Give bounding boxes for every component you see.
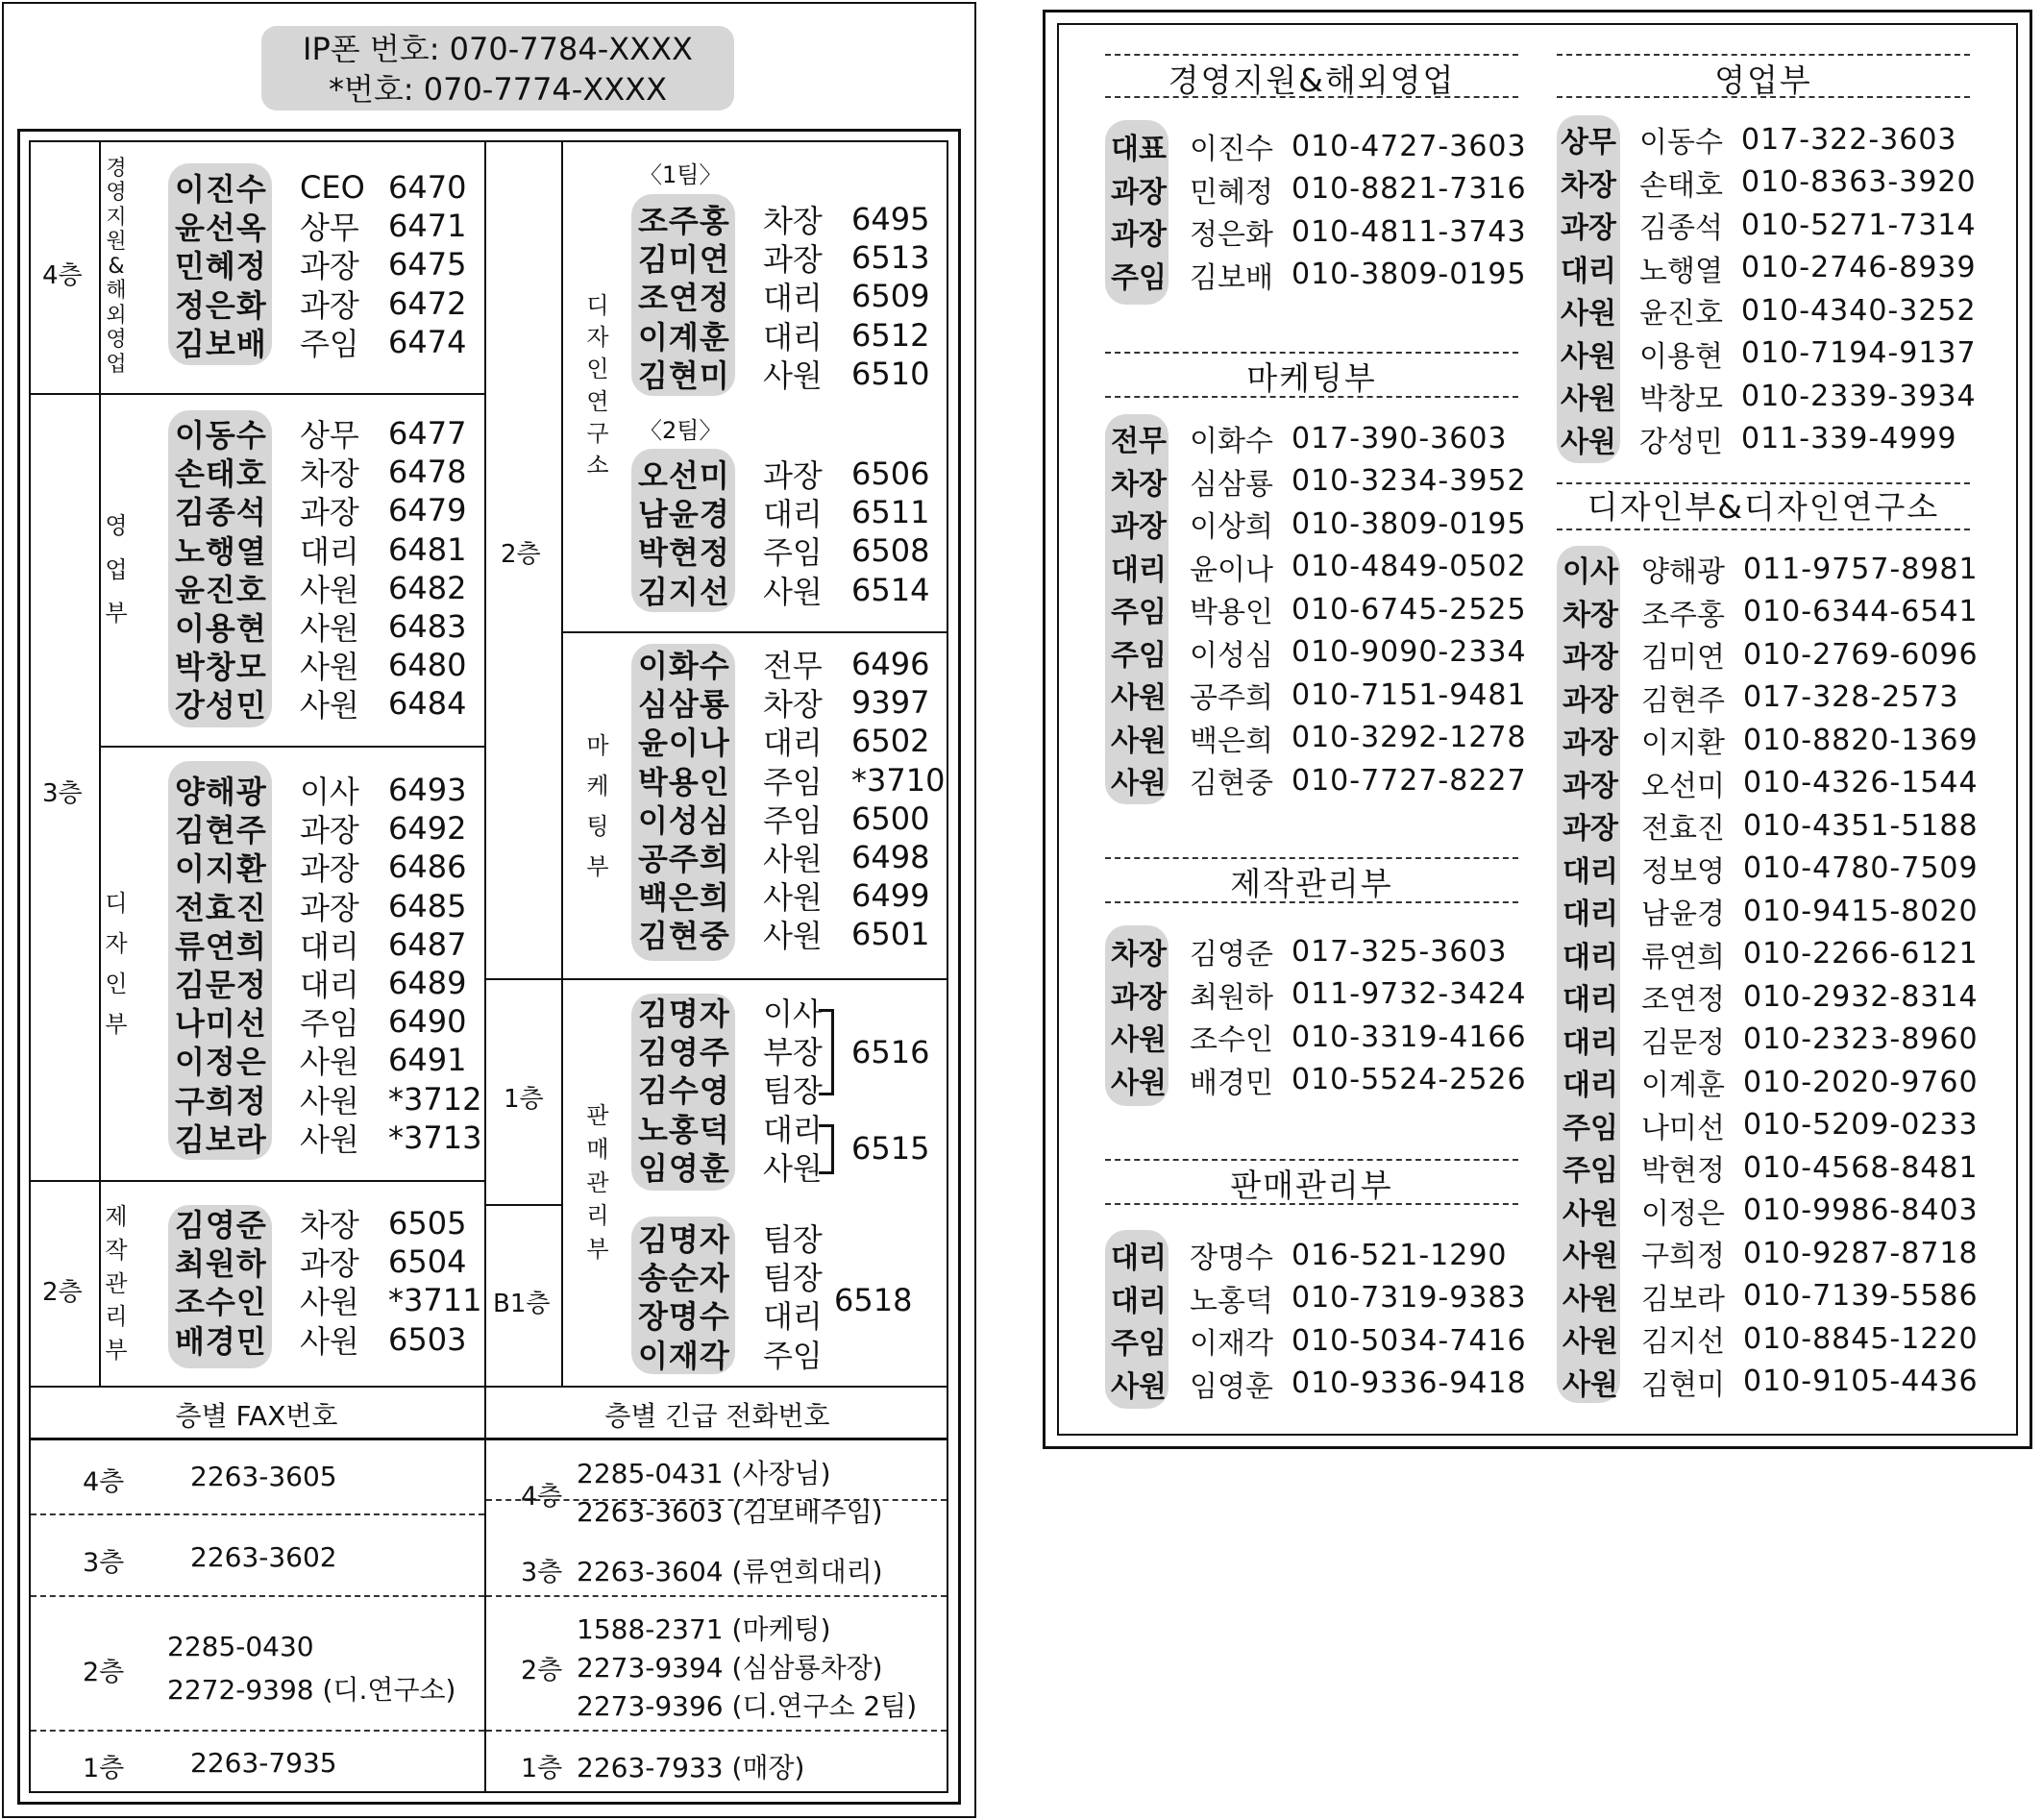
- dir-row: 과장 김종석 010-5271-7314: [1561, 208, 1977, 246]
- dir-title-design: 디자인부&디자인연구소: [1587, 488, 1940, 526]
- dir-row: 대리 류연희 010-2266-6121: [1562, 937, 1979, 974]
- dir-row: 과장 정은화 010-4811-3743: [1111, 214, 1527, 253]
- dir-row: 사원 김현미 010-9105-4436: [1562, 1365, 1979, 1402]
- dir-row: 사원 백은희 010-3292-1278: [1111, 721, 1527, 758]
- emergency-number: 2263-7933 (매장): [577, 1752, 805, 1783]
- ip-info-box: [261, 26, 734, 111]
- dir-row: 과장 전효진 010-4351-5188: [1562, 808, 1979, 847]
- ext-list-sales: [175, 414, 466, 724]
- dir-row: 대리 노홍덕 010-7319-9383: [1111, 1281, 1527, 1318]
- dir-row: 주임 김보배 010-3809-0195: [1111, 258, 1527, 295]
- ext-row: 손태호 차장 6478: [175, 454, 467, 493]
- ext-list-mkt: [638, 645, 945, 954]
- ext-row: 김종석 과장 6479: [175, 492, 467, 531]
- dir-row: 주임 이성심 010-9090-2334: [1111, 635, 1527, 673]
- dir-row: 차장 손태호 010-8363-3920: [1561, 165, 1977, 203]
- ext-row: 윤선옥 상무 6471: [175, 208, 467, 247]
- dir-row: 차장 김영준 017-325-3603: [1111, 934, 1508, 972]
- ext-row: 이화수 전무 6496: [638, 646, 930, 685]
- ext-list-retail-1f: [638, 993, 846, 1186]
- ext-list-lab1: [638, 200, 929, 393]
- ext-row: 김보라 사원 *3713: [175, 1119, 482, 1158]
- dir-row: 사원 이정은 010-9986-8403: [1562, 1193, 1979, 1231]
- ext-row: 김수영 팀장: [638, 1072, 823, 1110]
- dept-retail-label: 판 매 관 리 부: [586, 1102, 609, 1264]
- ext-row: 김보배 주임 6474: [175, 323, 467, 362]
- ext-row: 강성민 사원 6484: [175, 685, 467, 725]
- ext-row: 양해광 이사 6493: [175, 772, 467, 811]
- ext-row: 박용인 주임 *3710: [638, 761, 946, 800]
- ext-row: 이용현 사원 6483: [175, 608, 467, 648]
- ext-row: 최원하 과장 6504: [175, 1243, 467, 1283]
- emergency-floor: 2층: [521, 1656, 563, 1685]
- emergency-number: 2263-3604 (류연희대리): [577, 1556, 883, 1587]
- ext-list-lab2: [638, 455, 929, 609]
- dir-row: 과장 이상희 010-3809-0195: [1111, 506, 1527, 545]
- ext-list-mgmt: [175, 168, 466, 361]
- fax-floor: 2층: [83, 1658, 125, 1687]
- emergency-number: 1588-2371 (마케팅): [577, 1613, 831, 1645]
- dir-list-mkt: [1111, 417, 1527, 802]
- emergency-floor: 1층: [521, 1754, 563, 1783]
- ext-row: 박현정 주임 6508: [638, 532, 930, 572]
- ext-row: 이계훈 대리 6512: [638, 316, 930, 356]
- ext-row: 조연정 대리 6509: [638, 278, 930, 317]
- ext-row: 류연희 대리 6487: [175, 925, 467, 965]
- ext-row: 이동수 상무 6477: [175, 415, 467, 455]
- fax-floor: 3층: [83, 1548, 125, 1578]
- ext-row: 김영준 차장 6505: [175, 1205, 467, 1244]
- dept-design-label: 디 자 인 부: [105, 890, 128, 1038]
- dir-row: 대리 노행열 010-2746-8939: [1561, 251, 1977, 288]
- floor-1-label: 1층: [504, 1085, 544, 1114]
- team2-label: 〈2팀〉: [639, 417, 723, 444]
- ext-list-retail-b1: [638, 1218, 846, 1373]
- ext-row: 윤이나 대리 6502: [638, 723, 930, 762]
- ext-6516: 6516: [851, 1034, 930, 1070]
- dir-title-mgmt: 경영지원&해외영업: [1168, 61, 1456, 99]
- fax-number: 2263-3602: [190, 1541, 337, 1573]
- dir-row: 사원 임영훈 010-9336-9418: [1111, 1366, 1527, 1404]
- dir-row: 차장 심삼룡 010-3234-3952: [1111, 464, 1527, 502]
- ext-row: 이재각 주임: [638, 1337, 823, 1374]
- emergency-number: 2285-0431 (사장님): [577, 1458, 831, 1489]
- dept-lab-label: 디 자 인 연 구 소: [586, 292, 609, 479]
- ext-row: 심삼룡 차장 9397: [638, 684, 930, 724]
- dir-list-design: [1562, 548, 1979, 1403]
- dir-row: 사원 공주희 010-7151-9481: [1111, 677, 1527, 716]
- dir-title-sales: 영업부: [1714, 61, 1812, 99]
- floor-2-label: 2층: [42, 1278, 83, 1307]
- dir-row: 과장 최원하 011-9732-3424: [1111, 977, 1527, 1015]
- dir-list-mgmt: [1111, 125, 1527, 296]
- dept-sales-label: 영 업 부: [105, 512, 128, 627]
- dir-row: 이사 양해광 011-9757-8981: [1562, 552, 1979, 590]
- bracket-6516: [819, 1009, 834, 1095]
- dir-list-sales: [1561, 118, 1977, 460]
- dir-row: 대표 이진수 010-4727-3603: [1111, 129, 1527, 167]
- dir-row: 과장 이지환 010-8820-1369: [1562, 723, 1979, 761]
- dir-row: 차장 조주홍 010-6344-6541: [1562, 595, 1979, 632]
- ext-row: 백은희 사원 6499: [638, 877, 930, 917]
- dir-row: 과장 김현주 017-328-2573: [1562, 680, 1959, 718]
- ext-row: 김현주 과장 6492: [175, 810, 467, 849]
- floor-2-right-label: 2층: [501, 540, 541, 569]
- dir-row: 대리 남윤경 010-9415-8020: [1562, 894, 1979, 932]
- dir-row: 사원 박창모 010-2339-3934: [1561, 379, 1977, 417]
- dir-row: 대리 이계훈 010-2020-9760: [1562, 1065, 1979, 1103]
- dir-row: 주임 박용인 010-6745-2525: [1111, 592, 1527, 630]
- dir-row: 대리 김문정 010-2323-8960: [1562, 1022, 1979, 1060]
- fax-floor: 4층: [83, 1467, 125, 1497]
- ext-row: 정은화 과장 6472: [175, 284, 467, 324]
- ext-6515: 6515: [851, 1130, 930, 1167]
- ext-row: 이정은 사원 6491: [175, 1042, 467, 1081]
- ext-row: 김현미 사원 6510: [638, 355, 930, 394]
- ext-row: 박창모 사원 6480: [175, 647, 467, 686]
- ext-row: 김미연 과장 6513: [638, 239, 930, 279]
- fax-number: 2272-9398 (디.연구소): [167, 1674, 456, 1706]
- ext-row: 이성심 주임 6500: [638, 799, 930, 839]
- ext-row: 전효진 과장 6485: [175, 887, 467, 926]
- dir-row: 사원 구희정 010-9287-8718: [1562, 1236, 1979, 1274]
- dir-row: 과장 민혜정 010-8821-7316: [1111, 172, 1527, 209]
- floor-4-label: 4층: [42, 261, 83, 290]
- ext-row: 구희정 사원 *3712: [175, 1080, 482, 1119]
- emergency-number: 2273-9396 (디.연구소 2팀): [577, 1690, 918, 1722]
- ext-row: 김영주 부장: [638, 1034, 823, 1071]
- dir-row: 사원 김보라 010-7139-5586: [1562, 1279, 1979, 1316]
- dir-row: 대리 정보영 010-4780-7509: [1562, 851, 1979, 889]
- ext-row: 배경민 사원 6503: [175, 1320, 467, 1360]
- dept-prod-label: 제 작 관 리 부: [105, 1203, 128, 1365]
- floor-3-label: 3층: [42, 779, 83, 808]
- dir-title-prod: 제작관리부: [1230, 865, 1393, 902]
- ext-row: 조주홍 차장 6495: [638, 201, 930, 240]
- emergency-floor: 3층: [521, 1558, 563, 1587]
- ext-list-design: [175, 771, 481, 1157]
- ext-row: 윤진호 사원 6482: [175, 569, 467, 608]
- dir-row: 과장 김미연 010-2769-6096: [1562, 637, 1979, 676]
- ext-row: 노행열 대리 6481: [175, 530, 467, 570]
- dir-row: 사원 윤진호 010-4340-3252: [1561, 293, 1977, 332]
- ext-row: 공주희 사원 6498: [638, 839, 930, 878]
- ext-row: 김명자 이사: [638, 996, 823, 1033]
- ext-row: 임영훈 사원: [638, 1149, 823, 1187]
- ext-row: 김지선 사원 6514: [638, 571, 930, 610]
- dir-row: 과장 오선미 010-4326-1544: [1562, 766, 1979, 803]
- dept-mkt-label: 마 케 팅 부: [586, 731, 609, 880]
- ext-6518: 6518: [834, 1282, 913, 1318]
- dir-title-mkt: 마케팅부: [1246, 359, 1377, 397]
- dir-row: 전무 이화수 017-390-3603: [1111, 421, 1508, 459]
- dir-row: 주임 나미선 010-5209-0233: [1562, 1108, 1979, 1145]
- ext-row: 김명자 팀장: [638, 1221, 823, 1259]
- ext-row: 이진수 CEO 6470: [175, 169, 467, 209]
- dir-row: 대리 조연정 010-2932-8314: [1562, 979, 1979, 1018]
- fax-number: 2263-3605: [190, 1461, 337, 1492]
- ext-row: 조수인 사원 *3711: [175, 1282, 482, 1321]
- dir-row: 대리 윤이나 010-4849-0502: [1111, 550, 1527, 587]
- emergency-floor: 4층: [521, 1482, 563, 1512]
- dir-row: 사원 강성민 011-339-4999: [1561, 422, 1957, 459]
- ext-row: 김문정 대리 6489: [175, 965, 467, 1004]
- dir-row: 사원 조수인 010-3319-4166: [1111, 1020, 1527, 1058]
- dir-row: 사원 배경민 010-5524-2526: [1111, 1063, 1527, 1100]
- floor-b1-label: B1층: [493, 1290, 551, 1318]
- fax-title: 층별 FAX번호: [175, 1400, 338, 1432]
- dir-row: 상무 이동수 017-322-3603: [1561, 122, 1957, 160]
- ip-line2: *번호: 070-7774-XXXX: [328, 71, 668, 108]
- dir-row: 주임 박현정 010-4568-8481: [1562, 1150, 1979, 1189]
- dir-row: 주임 이재각 010-5034-7416: [1111, 1323, 1527, 1362]
- dept-mgmt-label: 경 영 지 원 & 해 외 영 업: [106, 156, 127, 377]
- dir-row: 사원 김현중 010-7727-8227: [1111, 763, 1527, 801]
- dir-list-retail: [1111, 1234, 1527, 1405]
- ext-row: 오선미 과장 6506: [638, 455, 930, 495]
- dir-list-prod: [1111, 930, 1527, 1101]
- dir-row: 사원 이용현 010-7194-9137: [1561, 336, 1977, 374]
- fax-floor: 1층: [83, 1754, 125, 1783]
- team1-label: 〈1팀〉: [639, 161, 723, 188]
- ext-row: 김현중 사원 6501: [638, 916, 930, 955]
- fax-number: 2263-7935: [190, 1747, 337, 1779]
- fax-number: 2285-0430: [167, 1631, 314, 1662]
- dir-row: 대리 장명수 016-521-1290: [1111, 1238, 1508, 1276]
- bracket-6515: [819, 1124, 834, 1174]
- ext-row: 민혜정 과장 6475: [175, 246, 467, 285]
- dir-title-retail: 판매관리부: [1230, 1167, 1393, 1204]
- dir-row: 사원 김지선 010-8845-1220: [1562, 1321, 1979, 1360]
- ext-row: 이지환 과장 6486: [175, 849, 467, 888]
- emergency-title: 층별 긴급 전화번호: [604, 1400, 830, 1432]
- ext-row: 장명수 대리: [638, 1298, 823, 1336]
- emergency-number: 2263-3603 (김보배주임): [577, 1496, 883, 1528]
- ext-row: 나미선 주임 6490: [175, 1003, 467, 1043]
- ip-line1: IP폰 번호: 070-7784-XXXX: [303, 31, 693, 67]
- ext-list-prod: [175, 1204, 481, 1359]
- ext-row: 남윤경 대리 6511: [638, 494, 930, 533]
- emergency-number: 2273-9394 (심삼룡차장): [577, 1652, 883, 1684]
- ext-row: 노홍덕 대리: [638, 1111, 823, 1148]
- ext-row: 송순자 팀장: [638, 1260, 823, 1297]
